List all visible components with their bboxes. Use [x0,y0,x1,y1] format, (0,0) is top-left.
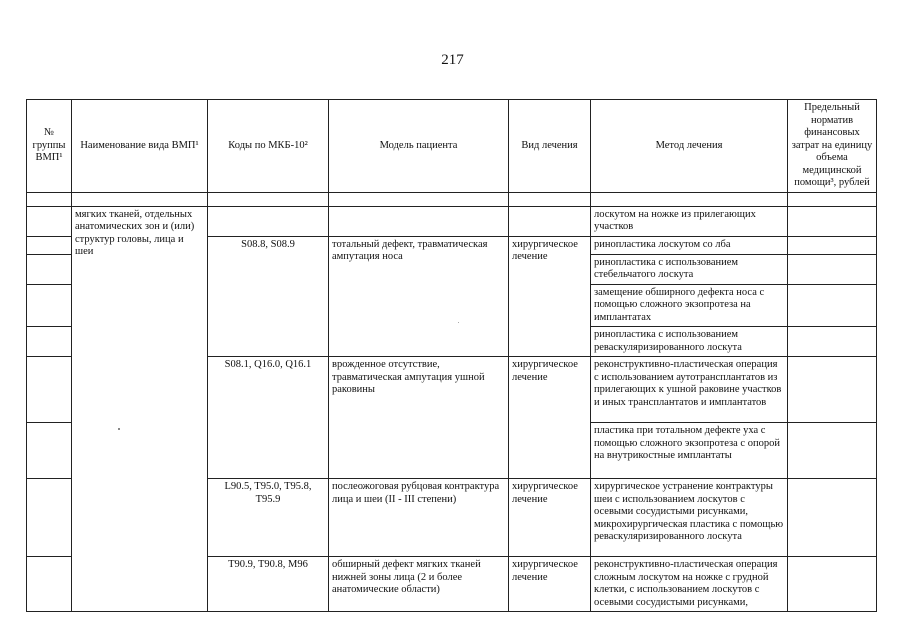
method-cell: пластика при тотальном дефекте уха с помощью сложного экзопротеза с опорой на внутрикостные имплантаты [591,423,788,479]
scan-speck [458,322,459,323]
spacer-row [27,192,877,206]
method-cell: реконструктивно-пластическая операция сложным лоскутом на ножке с грудной клетки, с использованием лоскутов с осевыми сосудистыми рисунками, [591,557,788,612]
codes-cell: T90.9, T90.8, M96 [208,557,329,612]
model-cell: врожденное отсутствие, травматическая ампутация ушной раковины [329,357,509,479]
method-cell: ринопластика лоскутом со лба [591,236,788,254]
method-cell: ринопластика с использованием стебельчатого лоскута [591,254,788,284]
table-header-row [27,100,877,193]
method-cell: ринопластика с использованием реваскуляризированного лоскута [591,327,788,357]
codes-cell: S08.1, Q16.0, Q16.1 [208,357,329,479]
header-group-number: № группы ВМП¹ [27,100,72,193]
method-cell: хирургическое устранение контрактуры шеи с использованием лоскутов с осевыми сосудистыми рисунками, микрохирургическая пластика с помощью реваскуляризированного лоскута [591,479,788,557]
method-cell: лоскутом на ножке из прилегающих участков [591,206,788,236]
header-patient-model: Модель пациента [329,100,509,193]
vmp-name-cell: мягких тканей, отдельных анатомических зон и (или) структур головы, лица и шеи [72,206,208,612]
codes-cell: S08.8, S08.9 [208,236,329,357]
treatment-cell: хирургическое лечение [509,479,591,557]
method-cell: замещение обширного дефекта носа с помощью сложного экзопротеза на имплантатах [591,284,788,327]
table-row [27,206,877,236]
header-treatment-method: Метод лечения [591,100,788,193]
model-cell: тотальный дефект, травматическая ампутация носа [329,236,509,357]
header-vmp-name: Наименование вида ВМП¹ [72,100,208,193]
treatment-cell: хирургическое лечение [509,357,591,479]
treatment-cell: хирургическое лечение [509,236,591,357]
treatment-cell: хирургическое лечение [509,557,591,612]
method-cell: реконструктивно-пластическая операция с использованием аутотрансплантатов из прилегающих к ушной раковине участков и иных трансплантатов и имплантатов [591,357,788,423]
header-cost-norm: Предельный норматив финансовых затрат на единицу объема медицинской помощи³, рублей [788,100,877,193]
vmp-table [26,99,877,612]
header-treatment-type: Вид лечения [509,100,591,193]
scan-speck [118,428,120,430]
model-cell: обширный дефект мягких тканей нижней зоны лица (2 и более анатомические области) [329,557,509,612]
header-icd-codes: Коды по МКБ-10² [208,100,329,193]
page-number: 217 [441,52,464,68]
model-cell: послеожоговая рубцовая контрактура лица и шеи (II - III степени) [329,479,509,557]
codes-cell: L90.5, T95.0, T95.8, T95.9 [208,479,329,557]
